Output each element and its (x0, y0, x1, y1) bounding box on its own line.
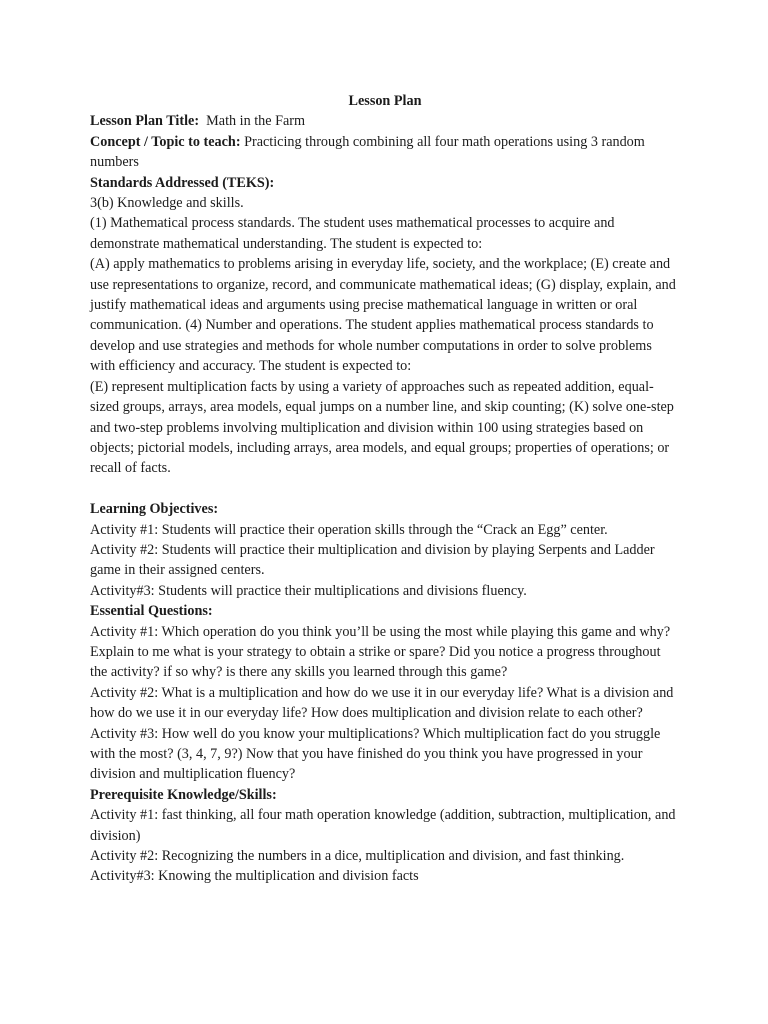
essential-question-item: Activity #2: What is a multiplication and how do we use it in our everyday life? What is a division and how do we use it in our everyday life? How does multiplication and division relate to each other? (90, 684, 674, 722)
learning-objective-item: Activity#3: Students will practice their multiplications and divisions fluency. (90, 582, 527, 599)
essential-questions-heading: Essential Questions: (90, 603, 213, 620)
concept-row (90, 132, 680, 173)
prerequisite-item: Activity#3: Knowing the multiplication and division facts (90, 868, 419, 885)
prerequisite-item: Activity #2: Recognizing the numbers in a dice, multiplication and division, and fast thinking. (90, 848, 625, 865)
essential-question-item: Activity #3: How well do you know your multiplications? Which multiplication fact do you struggle with the most? (3, 4, 7, 9?) Now that you have finished do you think you have progressed in your division and multiplication fluency? (90, 725, 661, 783)
learning-objectives-heading: Learning Objectives: (90, 501, 219, 518)
document-page (90, 91, 680, 887)
standards-line-1: 3(b) Knowledge and skills. (90, 195, 244, 212)
learning-objective-item: Activity #2: Students will practice their multiplication and division by playing Serpents and Ladder game in their assigned centers. (90, 541, 655, 579)
standards-paragraph-2: (A) apply mathematics to problems arising in everyday life, society, and the workplace; (E) create and use representations to organize, record, and communicate mathematical ideas; (G) display, explain, and justify mathematical ideas and arguments using precise mathematical language in written or oral communication. (4) Number and operations. The student applies mathematical process standards to develop and use strategies and methods for whole number computations in order to solve problems with efficiency and accuracy. The student is expected to: (90, 256, 676, 375)
standards-heading: Standards Addressed (TEKS): (90, 174, 275, 191)
prerequisite-item: Activity #1: fast thinking, all four math operation knowledge (addition, subtraction, multiplication, and division) (90, 807, 676, 844)
essential-question-item: Activity #1: Which operation do you think you’ll be using the most while playing this game and why? Explain to me what is your strategy to obtain a strike or spare? Did you notice a progress throughout the activity? if so why? is there any skills you learned through this game? (90, 623, 671, 681)
concept-value: Practicing through combining all four math operations using 3 random numbers (90, 133, 645, 171)
spacer (90, 479, 680, 499)
standards-paragraph-3: (E) represent multiplication facts by using a variety of approaches such as repeated addition, equal-sized groups, arrays, area models, equal jumps on a number line, and skip counting; (K) solve one-step and two-step problems involving multiplication and division within 100 using strategies based on objects; pictorial models, including arrays, area models, and equal groups; properties of operations; or recall of facts. (90, 378, 674, 477)
lesson-plan-title-value: Math in the Farm (206, 113, 306, 130)
standards-paragraph-1: (1) Mathematical process standards. The student uses mathematical processes to acquire and demonstrate mathematical understanding. The student is expected to: (90, 215, 615, 252)
prerequisite-heading: Prerequisite Knowledge/Skills: (90, 786, 277, 803)
learning-objective-item: Activity #1: Students will practice their operation skills through the “Crack an Egg” center. (90, 521, 608, 538)
lesson-plan-title-label: Lesson Plan Title: (90, 113, 200, 130)
lesson-plan-title-row (90, 111, 680, 131)
document-title: Lesson Plan (348, 93, 422, 109)
concept-label: Concept / Topic to teach: (90, 133, 241, 150)
